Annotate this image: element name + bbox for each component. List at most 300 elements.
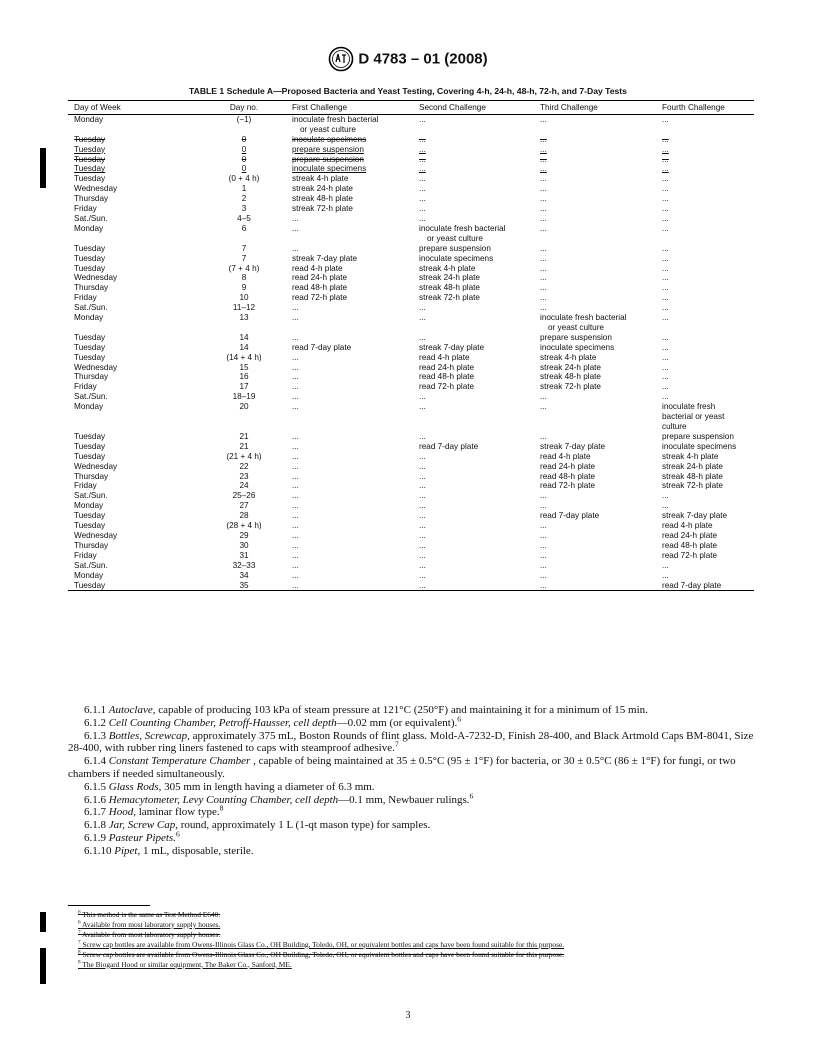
cell-third bbox=[540, 551, 662, 561]
cell-second bbox=[419, 353, 540, 363]
cell-line: ... bbox=[540, 184, 547, 194]
table-row bbox=[68, 382, 754, 392]
cell-line: ... bbox=[540, 243, 547, 253]
paragraph-number: 6.1.4 bbox=[84, 755, 109, 768]
cell-line: ... bbox=[292, 540, 299, 550]
col-first-challenge: First Challenge bbox=[292, 101, 419, 115]
cell-fourth bbox=[662, 501, 754, 511]
cell-first bbox=[292, 561, 419, 571]
cell-day-no: (14 + 4 h) bbox=[226, 352, 262, 362]
cell-day-no: 9 bbox=[241, 283, 247, 293]
cell-line: ... bbox=[292, 530, 299, 540]
cell-line: streak 72-h plate bbox=[292, 204, 353, 214]
cell-second bbox=[419, 442, 540, 452]
cell-line: ... bbox=[662, 501, 669, 511]
cell-fourth bbox=[662, 581, 754, 591]
cell-second bbox=[419, 491, 540, 501]
cell-first bbox=[292, 293, 419, 303]
cell-fourth bbox=[662, 164, 754, 174]
cell-first bbox=[292, 382, 419, 392]
cell-day-no: 24 bbox=[239, 481, 249, 491]
cell-day: Thursday bbox=[74, 194, 109, 204]
cell-day-no: 21 bbox=[239, 441, 249, 451]
cell-day-no: 22 bbox=[239, 461, 249, 471]
cell-day-no: 8 bbox=[241, 273, 247, 283]
table-body bbox=[68, 114, 754, 591]
table-row bbox=[68, 442, 754, 452]
paragraph-term: Bottles, Screwcap bbox=[108, 729, 188, 742]
cell-line: streak 7-day plate bbox=[662, 511, 728, 521]
footnote: $^6$ This method is the same as Test Method E640. bbox=[78, 909, 221, 919]
cell-line: ... bbox=[419, 550, 426, 560]
cell-third bbox=[540, 511, 662, 521]
cell-second bbox=[419, 254, 540, 264]
cell-fourth bbox=[662, 184, 754, 194]
cell-second bbox=[419, 521, 540, 531]
cell-second bbox=[419, 264, 540, 274]
table-row bbox=[68, 184, 754, 194]
cell-third bbox=[540, 442, 662, 452]
cell-line: ... bbox=[662, 204, 669, 214]
cell-line: ... bbox=[419, 174, 426, 184]
cell-day-no: 18–19 bbox=[232, 392, 256, 402]
cell-day-no: (21 + 4 h) bbox=[226, 451, 262, 461]
cell-day: Tuesday bbox=[74, 441, 106, 451]
cell-line: ... bbox=[292, 451, 299, 461]
cell-third bbox=[540, 174, 662, 184]
paragraph-text: , approximately 375 mL, Boston Rounds of flint glass. Mold-A-7232-D, Finish 28-400, and Black Artmold Caps BM-8041, Size 28-400, with rubber ring liners fastened to caps with steamproof adhesive. bbox=[68, 729, 754, 755]
cell-third bbox=[540, 581, 662, 591]
cell-line: ... bbox=[419, 560, 426, 570]
cell-line: inoculate fresh bbox=[662, 402, 716, 412]
cell-day-no: 31 bbox=[239, 550, 249, 560]
cell-day-no: 27 bbox=[239, 501, 249, 511]
cell-line: ... bbox=[419, 570, 426, 580]
cell-line: ... bbox=[292, 392, 299, 402]
cell-day: Thursday bbox=[74, 540, 109, 550]
cell-line: read 72-h plate bbox=[292, 293, 348, 303]
cell-third bbox=[540, 343, 662, 353]
cell-fourth bbox=[662, 472, 754, 482]
cell-line: inoculate specimens bbox=[292, 134, 367, 144]
cell-day: Tuesday bbox=[74, 352, 106, 362]
cell-third bbox=[540, 432, 662, 442]
cell-line: ... bbox=[419, 481, 426, 491]
cell-third bbox=[540, 491, 662, 501]
cell-line: ... bbox=[540, 550, 547, 560]
cell-line: ... bbox=[540, 501, 547, 511]
cell-fourth bbox=[662, 194, 754, 204]
cell-line: ... bbox=[662, 382, 669, 392]
table-row bbox=[68, 194, 754, 204]
cell-fourth bbox=[662, 551, 754, 561]
cell-line: ... bbox=[419, 184, 426, 194]
revision-bar bbox=[40, 148, 46, 188]
paragraph-term: Hemacytometer, Levy Counting Chamber, cell depth bbox=[108, 793, 339, 806]
footnote: $^7$ Screw cap bottles are available from Owens-Illinois Glass Co., OH Building, Toledo, OH, or equivalent bottles and caps have been found suitable for this purpose. bbox=[78, 939, 565, 949]
cell-third bbox=[540, 531, 662, 541]
cell-line: streak 72-h plate bbox=[662, 481, 723, 491]
cell-day: Friday bbox=[74, 550, 97, 560]
cell-line: ... bbox=[419, 461, 426, 471]
cell-line: ... bbox=[540, 253, 547, 263]
cell-second bbox=[419, 135, 540, 145]
cell-day-no: 7 bbox=[241, 253, 247, 263]
cell-first bbox=[292, 224, 419, 244]
table-row bbox=[68, 224, 754, 244]
cell-third bbox=[540, 481, 662, 491]
cell-first bbox=[292, 264, 419, 274]
cell-day: Tuesday bbox=[68, 581, 196, 591]
cell-second bbox=[419, 561, 540, 571]
cell-first bbox=[292, 472, 419, 482]
cell-first bbox=[292, 184, 419, 194]
table-row bbox=[68, 155, 754, 165]
cell-line: ... bbox=[662, 273, 669, 283]
cell-third bbox=[540, 462, 662, 472]
cell-line: ... bbox=[292, 471, 299, 481]
cell-second bbox=[419, 303, 540, 313]
table-row bbox=[68, 343, 754, 353]
cell-second bbox=[419, 363, 540, 373]
cell-line: ... bbox=[292, 560, 299, 570]
cell-line: ... bbox=[292, 461, 299, 471]
cell-line: ... bbox=[662, 332, 669, 342]
table-row bbox=[68, 531, 754, 541]
table-row bbox=[68, 481, 754, 491]
cell-line: read 24-h plate bbox=[292, 273, 348, 283]
cell-third bbox=[540, 273, 662, 283]
paragraph-number: 6.1.2 bbox=[84, 716, 109, 729]
cell-line: ... bbox=[292, 481, 299, 491]
cell-fourth bbox=[662, 333, 754, 343]
cell-line: ... bbox=[662, 392, 669, 402]
cell-line: ... bbox=[419, 154, 426, 164]
cell-day-no: 7 bbox=[241, 243, 247, 253]
cell-line: ... bbox=[540, 114, 547, 124]
cell-line: read 4-h plate bbox=[662, 521, 713, 531]
cell-fourth bbox=[662, 145, 754, 155]
cell-fourth bbox=[662, 571, 754, 581]
cell-line: ... bbox=[419, 213, 426, 223]
cell-line: ... bbox=[292, 313, 299, 323]
cell-third bbox=[540, 114, 662, 134]
paragraph-term: Hood bbox=[108, 806, 134, 819]
col-day-no: Day no. bbox=[196, 101, 292, 115]
cell-third bbox=[540, 472, 662, 482]
cell-line: ... bbox=[419, 204, 426, 214]
cell-day: Friday bbox=[74, 382, 97, 392]
cell-second bbox=[419, 313, 540, 333]
cell-day-no: 30 bbox=[239, 540, 249, 550]
table-row bbox=[68, 511, 754, 521]
table-row bbox=[68, 501, 754, 511]
cell-first bbox=[292, 283, 419, 293]
page-number: 3 bbox=[405, 1010, 411, 1021]
cell-second bbox=[419, 155, 540, 165]
cell-line: inoculate specimens bbox=[540, 342, 615, 352]
cell-fourth bbox=[662, 273, 754, 283]
cell-third bbox=[540, 571, 662, 581]
cell-first bbox=[292, 511, 419, 521]
paragraph bbox=[68, 819, 762, 832]
cell-fourth bbox=[662, 114, 754, 134]
paragraph-term: Glass Rods bbox=[108, 780, 159, 793]
cell-fourth bbox=[662, 481, 754, 491]
cell-day: Friday bbox=[74, 204, 97, 214]
paragraph bbox=[68, 803, 762, 819]
cell-line: ... bbox=[419, 194, 426, 204]
cell-fourth bbox=[662, 135, 754, 145]
cell-third bbox=[540, 382, 662, 392]
cell-fourth bbox=[662, 244, 754, 254]
cell-line: read 7-day plate bbox=[419, 441, 479, 451]
cell-line: streak 24-h plate bbox=[540, 362, 601, 372]
cell-line: ... bbox=[662, 303, 669, 313]
cell-day-no: 4–5 bbox=[237, 213, 251, 223]
cell-fourth bbox=[662, 155, 754, 165]
cell-first bbox=[292, 363, 419, 373]
table-row bbox=[68, 541, 754, 551]
cell-first bbox=[292, 491, 419, 501]
cell-line: read 4-h plate bbox=[292, 263, 343, 273]
paragraph-term: Pasteur Pipets. bbox=[108, 831, 176, 844]
paragraph bbox=[68, 781, 762, 794]
cell-day: Wednesday bbox=[74, 184, 118, 194]
cell-line: ... bbox=[292, 362, 299, 372]
cell-line: prepare suspension bbox=[292, 154, 364, 164]
cell-third bbox=[540, 283, 662, 293]
table-row bbox=[68, 521, 754, 531]
cell-day-no: 2 bbox=[241, 194, 247, 204]
cell-second bbox=[419, 571, 540, 581]
cell-third bbox=[540, 244, 662, 254]
table-row bbox=[68, 472, 754, 482]
table-title: TABLE 1 Schedule A—Proposed Bacteria and Yeast Testing, Covering 4-h, 24-h, 48-h, 72-h, and 7-Day Tests bbox=[189, 86, 627, 96]
cell-day-no: (0 + 4 h) bbox=[228, 174, 260, 184]
cell-line: ... bbox=[292, 441, 299, 451]
cell-line: ... bbox=[419, 431, 426, 441]
cell-fourth bbox=[662, 462, 754, 472]
cell-line: read 72-h plate bbox=[419, 382, 475, 392]
cell-day-no: 20 bbox=[239, 402, 249, 412]
cell-day: Tuesday bbox=[74, 154, 106, 164]
cell-day: Tuesday bbox=[74, 253, 106, 263]
cell-line: ... bbox=[662, 253, 669, 263]
cell-first bbox=[292, 541, 419, 551]
cell-line: ... bbox=[662, 560, 669, 570]
cell-line: or yeast culture bbox=[427, 233, 483, 243]
cell-second bbox=[419, 214, 540, 224]
table-row bbox=[68, 164, 754, 174]
cell-day: Thursday bbox=[74, 372, 109, 382]
table-row bbox=[68, 254, 754, 264]
cell-line: ... bbox=[540, 540, 547, 550]
cell-line: streak 7-day plate bbox=[540, 441, 606, 451]
cell-day-no: 21 bbox=[239, 431, 249, 441]
table-row bbox=[68, 333, 754, 343]
cell-first bbox=[292, 145, 419, 155]
cell-line: read 72-h plate bbox=[540, 481, 596, 491]
cell-second bbox=[419, 481, 540, 491]
col-second-challenge: Second Challenge bbox=[419, 101, 540, 115]
paragraph-number: 6.1.7 bbox=[84, 806, 109, 819]
cell-first bbox=[292, 481, 419, 491]
cell-fourth bbox=[662, 452, 754, 462]
table-row bbox=[68, 313, 754, 333]
cell-day: Tuesday bbox=[74, 243, 106, 253]
cell-line: ... bbox=[419, 530, 426, 540]
cell-day: Thursday bbox=[74, 283, 109, 293]
cell-fourth bbox=[662, 372, 754, 382]
table-row bbox=[68, 491, 754, 501]
cell-line: read 4-h plate bbox=[540, 451, 591, 461]
revision-bar bbox=[40, 948, 46, 984]
cell-day: Tuesday bbox=[74, 511, 106, 521]
paragraph bbox=[68, 845, 762, 858]
cell-day: Sat./Sun. bbox=[74, 392, 108, 402]
cell-line: ... bbox=[419, 134, 426, 144]
table-row bbox=[68, 273, 754, 283]
cell-line: ... bbox=[662, 164, 669, 174]
paragraph-number: 6.1.1 bbox=[84, 704, 109, 716]
paragraph-text: , laminar flow type. bbox=[133, 806, 220, 819]
cell-first bbox=[292, 343, 419, 353]
cell-line: ... bbox=[292, 570, 299, 580]
cell-line: ... bbox=[662, 134, 669, 144]
paragraph bbox=[68, 790, 762, 807]
cell-line: read 48-h plate bbox=[662, 540, 718, 550]
cell-fourth bbox=[662, 224, 754, 244]
cell-fourth bbox=[662, 303, 754, 313]
paragraph bbox=[68, 714, 762, 730]
cell-line: streak 24-h plate bbox=[419, 273, 480, 283]
table-row bbox=[68, 293, 754, 303]
cell-line: streak 72-h plate bbox=[540, 382, 601, 392]
cell-line: ... bbox=[540, 491, 547, 501]
cell-fourth bbox=[662, 402, 754, 432]
table-row bbox=[68, 353, 754, 363]
cell-line: ... bbox=[662, 313, 669, 323]
paragraph-number: 6.1.9 bbox=[84, 831, 109, 844]
cell-line: ... bbox=[540, 263, 547, 273]
table-row bbox=[68, 571, 754, 581]
cell-day-no: 3 bbox=[241, 204, 247, 214]
cell-line: read 72-h plate bbox=[662, 550, 718, 560]
cell-line: ... bbox=[540, 521, 547, 531]
cell-line: ... bbox=[540, 293, 547, 303]
cell-line: ... bbox=[419, 451, 426, 461]
footnote-ref: 6 bbox=[469, 790, 474, 800]
cell-line: ... bbox=[292, 550, 299, 560]
cell-day: Monday bbox=[74, 223, 104, 233]
cell-line: ... bbox=[419, 501, 426, 511]
section-6-1-text bbox=[68, 704, 762, 858]
cell-second bbox=[419, 382, 540, 392]
cell-day: Monday bbox=[74, 570, 104, 580]
paragraph-number: 6.1.5 bbox=[84, 780, 109, 793]
cell-line: ... bbox=[662, 570, 669, 580]
cell-day-no: 29 bbox=[239, 530, 249, 540]
table-row bbox=[68, 204, 754, 214]
cell-third bbox=[540, 313, 662, 333]
cell-day-no: 0 bbox=[241, 134, 247, 144]
cell-line: read 24-h plate bbox=[419, 362, 475, 372]
cell-second bbox=[419, 114, 540, 134]
cell-line: ... bbox=[292, 223, 299, 233]
cell-second bbox=[419, 372, 540, 382]
cell-third bbox=[540, 254, 662, 264]
cell-line: prepare suspension bbox=[540, 332, 612, 342]
paragraph-number: 6.1.10 bbox=[84, 844, 115, 857]
cell-line: inoculate specimens bbox=[662, 441, 737, 451]
table-header-row bbox=[68, 101, 754, 115]
cell-line: ... bbox=[292, 402, 299, 412]
cell-line: or yeast culture bbox=[300, 124, 356, 134]
cell-line: ... bbox=[540, 154, 547, 164]
cell-fourth bbox=[662, 264, 754, 274]
cell-line: ... bbox=[419, 521, 426, 531]
cell-first bbox=[292, 313, 419, 333]
cell-line: ... bbox=[662, 144, 669, 154]
cell-third bbox=[540, 293, 662, 303]
cell-line: streak 4-h plate bbox=[419, 263, 476, 273]
cell-line: read 7-day plate bbox=[540, 511, 600, 521]
cell-fourth bbox=[662, 254, 754, 264]
cell-day: Monday bbox=[74, 402, 104, 412]
cell-fourth bbox=[662, 491, 754, 501]
cell-line: prepare suspension bbox=[662, 431, 734, 441]
cell-second bbox=[419, 551, 540, 561]
cell-line: inoculate specimens bbox=[419, 253, 494, 263]
cell-line: ... bbox=[419, 332, 426, 342]
cell-first bbox=[292, 462, 419, 472]
cell-fourth bbox=[662, 174, 754, 184]
paragraph bbox=[68, 730, 762, 756]
cell-day: Tuesday bbox=[74, 431, 106, 441]
cell-line: culture bbox=[662, 422, 687, 431]
cell-day: Wednesday bbox=[74, 362, 118, 372]
cell-first bbox=[292, 521, 419, 531]
cell-line: ... bbox=[292, 243, 299, 253]
cell-line: ... bbox=[662, 352, 669, 362]
cell-third bbox=[540, 155, 662, 165]
astm-logo-icon bbox=[328, 46, 354, 72]
cell-fourth bbox=[662, 214, 754, 224]
paragraph-number: 6.1.6 bbox=[84, 793, 109, 806]
cell-line: prepare suspension bbox=[292, 144, 364, 154]
cell-day: Tuesday bbox=[74, 164, 106, 174]
cell-line: ... bbox=[662, 491, 669, 501]
cell-first bbox=[292, 194, 419, 204]
cell-line: ... bbox=[662, 372, 669, 382]
cell-day-no: 14 bbox=[239, 342, 249, 352]
cell-line: ... bbox=[419, 392, 426, 402]
cell-line: ... bbox=[540, 580, 547, 590]
cell-first bbox=[292, 442, 419, 452]
cell-line: read 7-day plate bbox=[662, 580, 722, 590]
table-row bbox=[68, 581, 754, 591]
cell-second bbox=[419, 273, 540, 283]
paragraph-text: —0.1 mm, Newbauer rulings. bbox=[338, 793, 470, 806]
revision-bar bbox=[40, 912, 46, 932]
cell-day-no: 17 bbox=[239, 382, 249, 392]
cell-second bbox=[419, 501, 540, 511]
cell-line: ... bbox=[662, 194, 669, 204]
cell-line: ... bbox=[292, 213, 299, 223]
cell-day: Wednesday bbox=[74, 461, 118, 471]
cell-line: ... bbox=[419, 303, 426, 313]
